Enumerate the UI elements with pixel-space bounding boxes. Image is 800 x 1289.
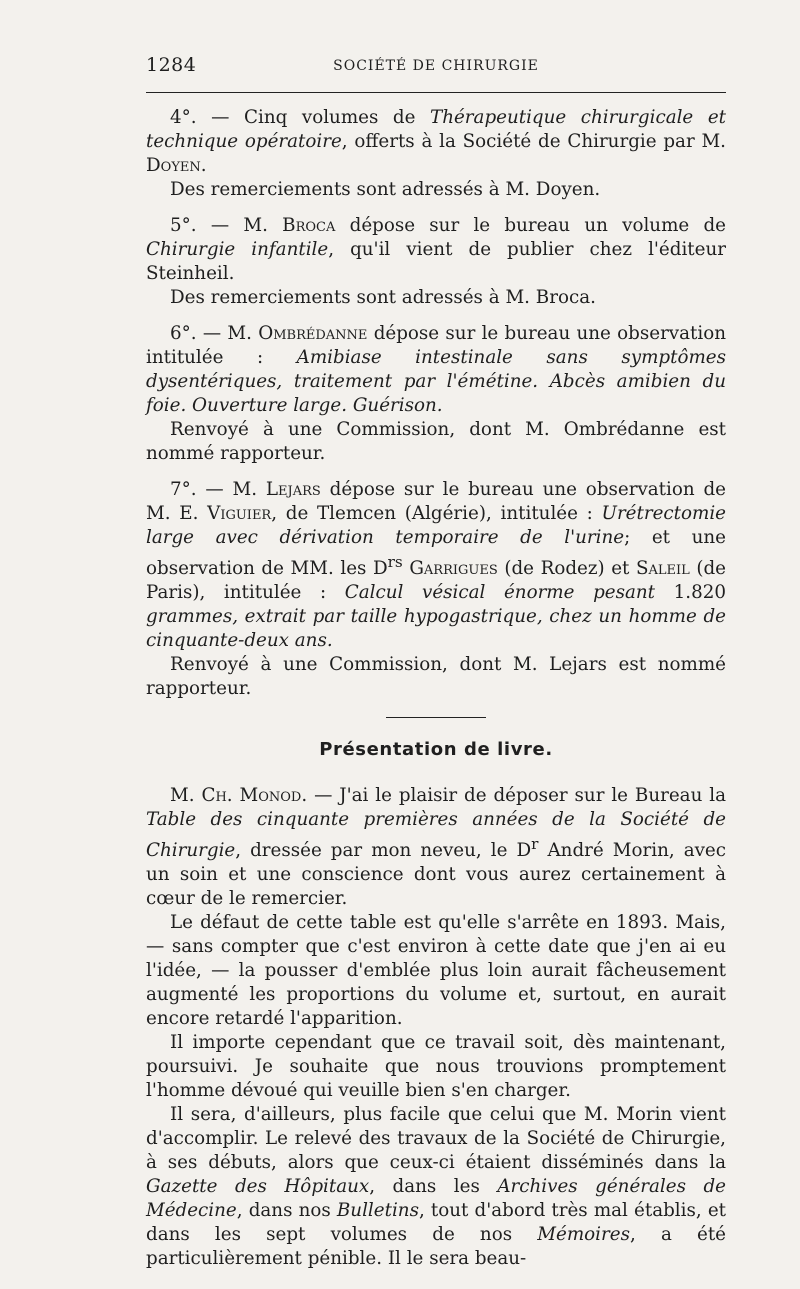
observation-title: Calcul vésical énorme pesant — [344, 582, 656, 604]
item-4: 4°. — Cinq volumes de Thérapeutique chirurgicale et technique opératoire, offerts à la Société de Chirurgie par M. Doyen. — [146, 107, 726, 176]
section-paragraph-3: Il importe cependant que ce travail soit, dès maintenant, poursuivi. Je souhaite que nous trouvions promptement l'homme dévoué qui veuille bien s'en charger. — [146, 1032, 726, 1102]
page-header — [146, 52, 726, 82]
item-7: 7°. — M. Lejars dépose sur le bureau une observation de M. E. Viguier, de Tlemcen (Algérie), intitulée : Urétrectomie large avec dérivation temporaire de l'urine; et une observation de MM. les $D^{rs}$ Garrigues (de Rodez) et Saleil (de Paris), intitulée : Calcul vésical énorme pesant 1.820 grammes, extrait par taille hypogastrique, chez un homme de cinquante-deux ans. — [146, 479, 727, 652]
running-head: SOCIÉTÉ DE CHIRURGIE — [333, 58, 539, 74]
item-5: 5°. — M. Broca dépose sur le bureau un volume de Chirurgie infantile, qu'il vient de publier chez l'éditeur Steinheil. — [146, 215, 727, 284]
section-paragraph-2: Le défaut de cette table est qu'elle s'arrête en 1893. Mais, — sans compter que c'est environ à cette date que j'en ai eu l'idée, — la pousser d'emblée plus loin aurait fâcheusement augmenté les proportions du volume et, surtout, en aurait encore retardé l'apparition. — [146, 912, 726, 1030]
author-name: Doyen — [146, 155, 201, 176]
author-name: Viguier — [207, 503, 272, 524]
speaker-name: Ch. Monod — [201, 785, 302, 807]
author-name: Garrigues — [409, 558, 498, 580]
observation-title: Urétrectomie large avec dérivation temporaire de l'urine — [146, 503, 726, 548]
author-name: Saleil — [635, 558, 690, 580]
item-6-referral: Renvoyé à une Commission, dont M. Ombrédanne est nommé rapporteur. — [146, 419, 726, 464]
section-paragraph-1: M. Ch. Monod. — J'ai le plaisir de déposer sur le Bureau la Table des cinquante premières années de la Société de Chirurgie, dressée par mon neveu, le $D^r$ André Morin, avec un soin et une conscience dont vous aurez certainement à cœur de le remercier. — [146, 785, 727, 910]
section-title: Présentation de livre. — [319, 739, 553, 761]
author-name: Lejars — [265, 479, 321, 500]
page-body — [146, 106, 726, 1271]
author-name: Ombrédanne — [258, 323, 368, 344]
observation-title-end: grammes, extrait par taille hypogastrique, chez un homme de cinquante-deux ans. — [146, 606, 726, 652]
page-number: 1284 — [146, 54, 197, 76]
book-title: Table des cinquante premières années de la Société de Chirurgie — [146, 809, 726, 862]
item-4-thanks: Des remerciements sont adressés à M. Doyen. — [170, 179, 601, 200]
header-rule — [146, 92, 726, 93]
observation-title: Amibiase intestinale sans symptômes dysentériques, traitement par l'émétine. Abcès amibien du foie. Ouverture large. Guérison. — [146, 347, 726, 416]
section-separator — [386, 717, 486, 718]
item-6: 6°. — M. Ombrédanne dépose sur le bureau une observation intitulée : Amibiase intestinale sans symptômes dysentériques, traitement par l'émétine. Abcès amibien du foie. Ouverture large. Guérison. — [146, 323, 727, 416]
book-title: Thérapeutique chirurgicale et technique opératoire — [146, 107, 726, 152]
author-name: Broca — [282, 215, 336, 236]
item-7-referral: Renvoyé à une Commission, dont M. Lejars est nommé rapporteur. — [146, 654, 726, 700]
section-paragraph-4: Il sera, d'ailleurs, plus facile que celui que M. Morin vient d'accomplir. Le relevé des travaux de la Société de Chirurgie, à ses débuts, alors que ceux-ci étaient disséminés dans la Gazette des Hôpitaux, dans les Archives générales de Médecine, dans nos Bulletins, tout d'abord très mal établis, et dans les sept volumes de nos Mémoires, a été particulièrement pénible. Il le sera beau- — [146, 1104, 726, 1270]
book-title: Chirurgie infantile — [146, 239, 329, 260]
item-5-thanks: Des remerciements sont adressés à M. Broca. — [170, 287, 596, 308]
